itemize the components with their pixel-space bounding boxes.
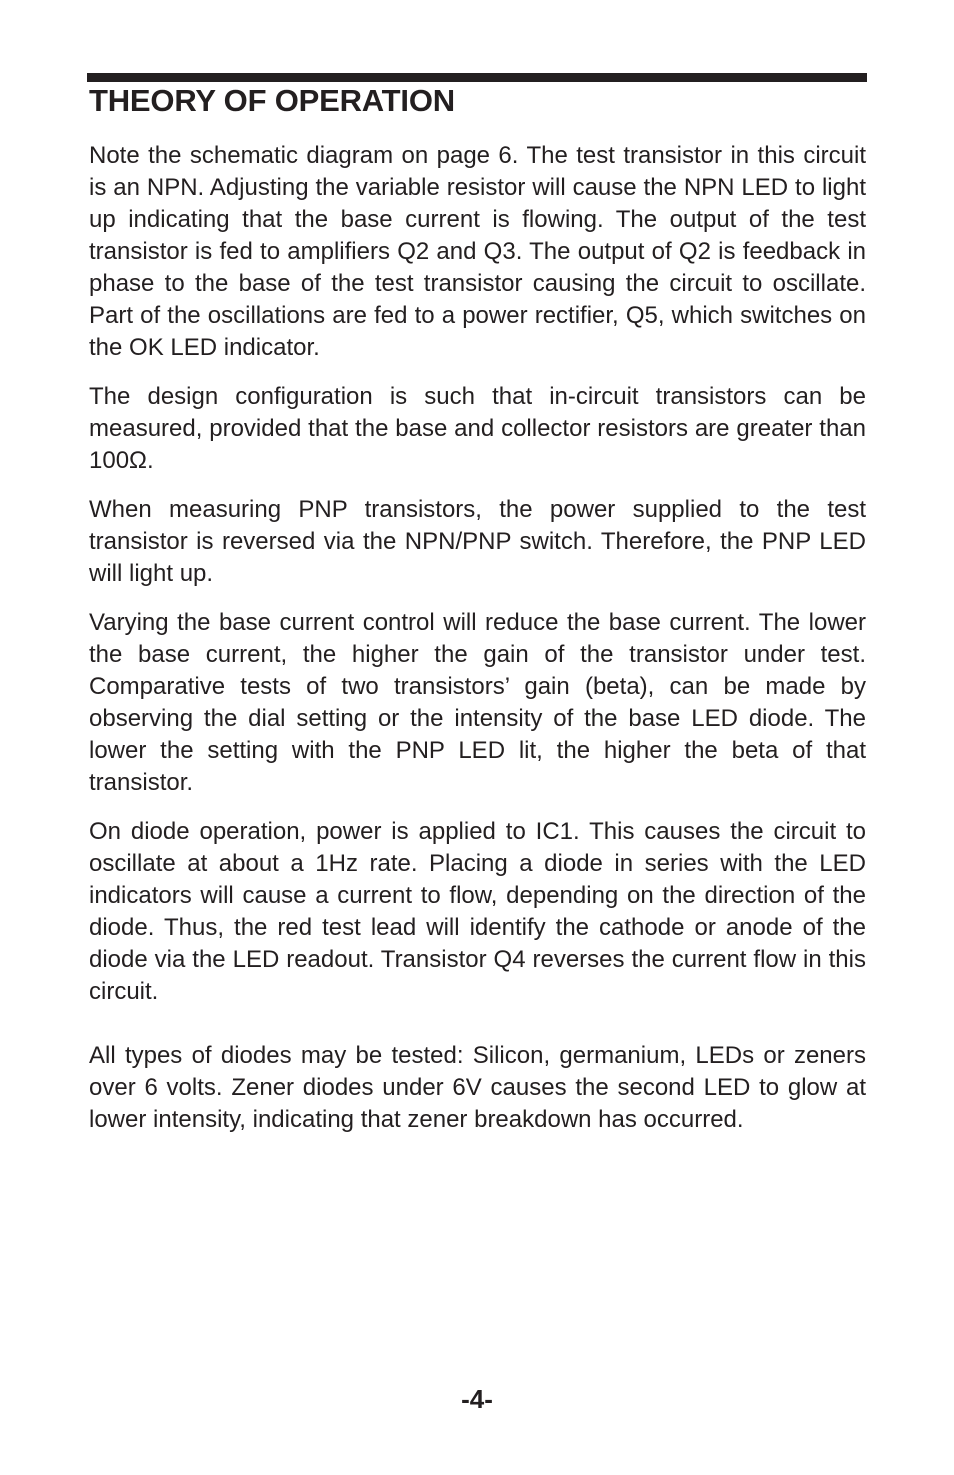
page-number: -4- bbox=[461, 1384, 493, 1414]
section-title: THEORY OF OPERATION bbox=[89, 83, 455, 118]
body-text bbox=[89, 140, 866, 1153]
paragraph-base-current-control: Varying the base current control will reduce the base current. The lower the base current, the higher the gain of the transistor under test. Comparative tests of two transistors’ gain (beta), can be made by observing the dial setting or the intensity of the base LED diode. The lower the setting with the PNP LED lit, the higher the beta of that transistor. bbox=[89, 609, 866, 796]
paragraph-diode-operation: On diode operation, power is applied to IC1. This causes the circuit to oscillate at about a 1Hz rate. Placing a diode in series with the LED indicators will cause a current to flow, depending on the direction of the diode. Thus, the red test lead will identify the cathode or anode of the diode via the LED readout. Transistor Q4 reverses the current flow in this circuit. bbox=[89, 818, 866, 1005]
paragraph-in-circuit-measurement: The design configuration is such that in-circuit transistors can be measured, provided that the base and collector resistors are greater than 100Ω. bbox=[89, 383, 866, 474]
paragraph-schematic-overview: Note the schematic diagram on page 6. The test transistor in this circuit is an NPN. Adjusting the variable resistor will cause the NPN LED to light up indicating that the base current is flowing. The output of the test transistor is fed to amplifiers Q2 and Q3. The output of Q2 is feedback in phase to the base of the test transistor causing the circuit to oscillate. Part of the oscillations are fed to a power rectifier, Q5, which switches on the OK LED indicator. bbox=[89, 142, 866, 361]
paragraph-pnp-measurement: When measuring PNP transistors, the power supplied to the test transistor is reversed via the NPN/PNP switch. Therefore, the PNP LED will light up. bbox=[89, 496, 866, 587]
paragraph-diode-types: All types of diodes may be tested: Silicon, germanium, LEDs or zeners over 6 volts. Zener diodes under 6V causes the second LED to glow at lower intensity, indicating that zener breakdown has occurred. bbox=[89, 1042, 866, 1133]
